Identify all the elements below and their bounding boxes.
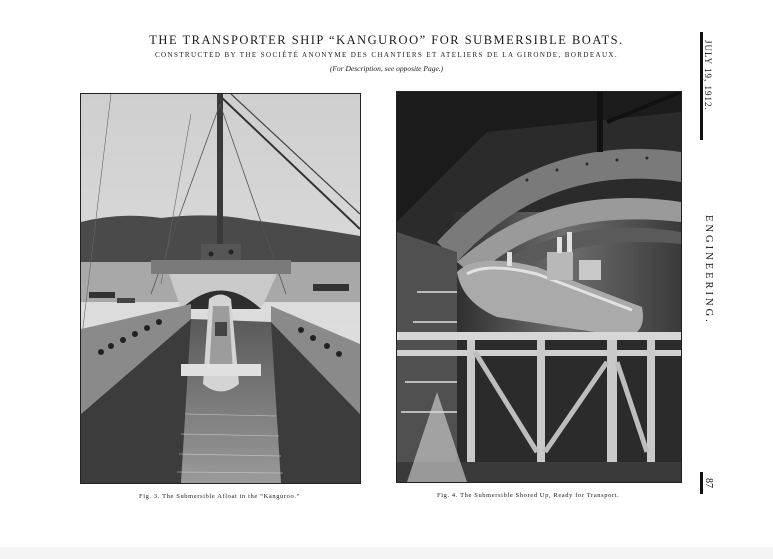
figure-4-caption: Fig. 4. The Submersible Shored Up, Ready for Transport. [437,492,620,499]
page-bottom-edge [0,547,773,559]
issue-date: JULY 19, 1912. [703,40,713,111]
figure-3-photo [80,93,361,484]
page-title: THE TRANSPORTER SHIP “KANGUROO” FOR SUBMERSIBLE BOATS. [149,33,624,47]
page-subtitle: CONSTRUCTED BY THE SOCIÉTÉ ANONYME DES CHANTIERS ET ATELIERS DE LA GIRONDE, BORDEAUX. [154,51,619,59]
page-number: 87 [703,478,714,488]
description-note: (For Description, see opposite Page.) [329,64,444,73]
journal-name: ENGINEERING. [703,215,714,325]
figure-3-caption: Fig. 3. The Submersible Afloat in the “Kanguroo.” [139,493,301,500]
figure-4-photo [396,91,682,483]
